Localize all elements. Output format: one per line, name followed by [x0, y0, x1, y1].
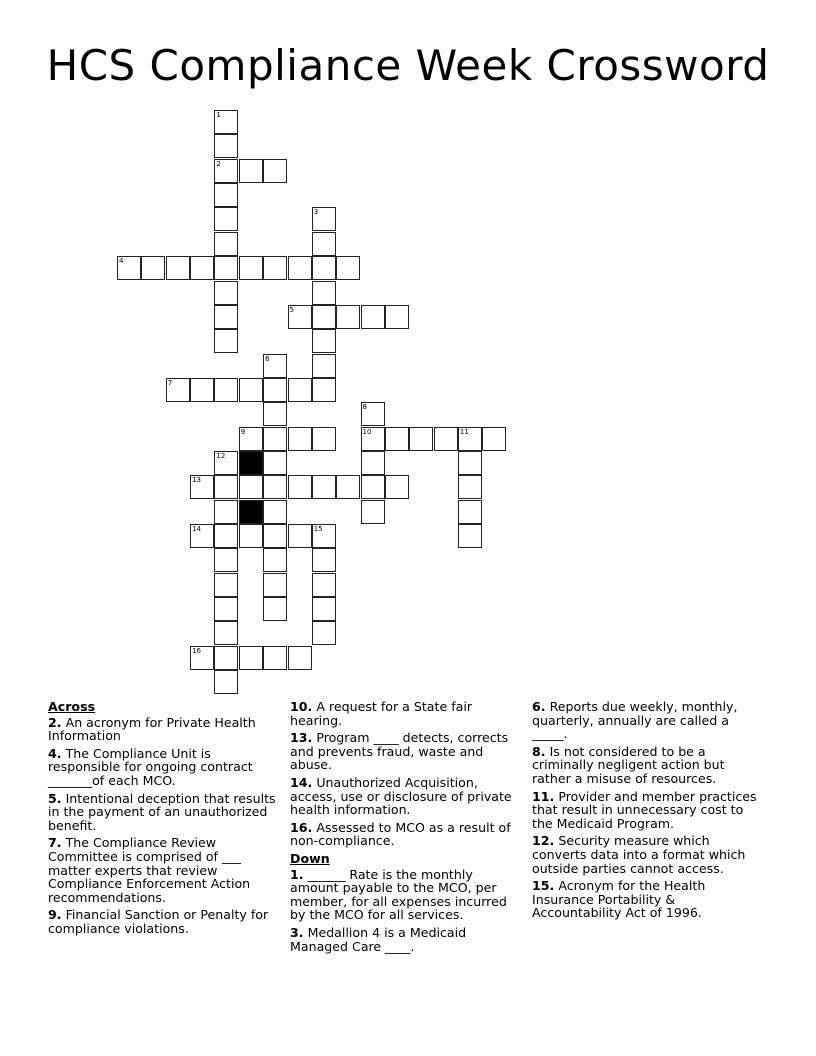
letter-cell[interactable]: [312, 207, 336, 231]
clue-number-label: 7: [167, 378, 173, 387]
clue-text: Program ____ detects, corrects and prevents fraud, waste and abuse.: [290, 730, 509, 773]
letter-cell[interactable]: [214, 134, 238, 158]
letter-cell[interactable]: [312, 354, 336, 378]
letter-cell[interactable]: [214, 500, 238, 524]
letter-cell[interactable]: [312, 329, 336, 353]
clue-down-8: [532, 745, 760, 786]
clue-number-label: 14: [192, 525, 202, 533]
clue-number: 15.: [532, 878, 555, 894]
letter-cell[interactable]: [312, 475, 336, 499]
clue-number-label: 8: [362, 403, 367, 412]
letter-cell[interactable]: [263, 475, 287, 499]
clue-text: Assessed to MCO as a result of non-compliance.: [290, 819, 511, 849]
letter-cell[interactable]: [336, 256, 360, 280]
letter-cell[interactable]: [239, 475, 263, 499]
letter-cell[interactable]: [214, 329, 238, 353]
clue-text: Unauthorized Acquisition, access, use or disclosure of private health information.: [290, 774, 512, 818]
letter-cell[interactable]: [263, 548, 287, 572]
clue-number: 7.: [48, 835, 62, 851]
letter-cell[interactable]: [361, 402, 385, 426]
letter-cell[interactable]: [214, 451, 238, 475]
clue-number-label: 15: [313, 525, 323, 533]
letter-cell[interactable]: [288, 427, 312, 451]
clue-number-label: 10: [362, 427, 372, 436]
letter-cell[interactable]: [361, 475, 385, 499]
letter-cell[interactable]: [214, 475, 238, 499]
clue-number: 10.: [290, 699, 313, 714]
clue-number: 12.: [532, 833, 555, 849]
clue-number: 9.: [48, 907, 62, 923]
clue-number: 5.: [48, 790, 62, 806]
letter-cell[interactable]: [239, 427, 263, 451]
letter-cell[interactable]: [336, 475, 360, 499]
letter-cell[interactable]: [312, 524, 336, 548]
clue-across-5: [48, 792, 276, 833]
clue-number: 4.: [48, 745, 62, 761]
letter-cell[interactable]: [214, 183, 238, 207]
letter-cell[interactable]: [288, 475, 312, 499]
clue-across-9: [48, 908, 276, 935]
letter-cell[interactable]: [312, 232, 336, 256]
letter-cell[interactable]: [214, 670, 238, 694]
clue-number: 16.: [290, 819, 313, 835]
blocked-cell: [239, 500, 263, 524]
letter-cell[interactable]: [214, 646, 238, 670]
clue-number-label: 11: [459, 427, 469, 436]
letter-cell[interactable]: [409, 427, 433, 451]
letter-cell[interactable]: [385, 305, 409, 329]
letter-cell[interactable]: [190, 256, 214, 280]
clue-number: 2.: [48, 714, 62, 730]
clues-column-1: [48, 700, 276, 940]
clue-number: 13.: [290, 730, 313, 746]
clue-text: Intentional deception that results in the payment of an unauthorized benefit.: [48, 790, 276, 833]
letter-cell[interactable]: [214, 621, 238, 645]
letter-cell[interactable]: [263, 500, 287, 524]
letter-cell[interactable]: [288, 646, 312, 670]
clue-across-10: [290, 700, 518, 727]
letter-cell[interactable]: [361, 451, 385, 475]
clue-text: Medallion 4 is a Medicaid Managed Care ____.: [290, 924, 467, 954]
clue-text: Is not considered to be a criminally negligent action but rather a misuse of resources.: [532, 743, 725, 786]
letter-cell[interactable]: [141, 256, 165, 280]
letter-cell[interactable]: [117, 256, 141, 280]
clue-across-14: [290, 776, 518, 817]
clue-across-16: [290, 821, 518, 848]
letter-cell[interactable]: [434, 427, 458, 451]
letter-cell[interactable]: [336, 305, 360, 329]
clue-text: An acronym for Private Health Information: [48, 714, 256, 744]
clue-number: 3.: [290, 924, 304, 940]
letter-cell[interactable]: [239, 646, 263, 670]
letter-cell[interactable]: [190, 475, 214, 499]
letter-cell[interactable]: [214, 232, 238, 256]
clue-text: The Compliance Unit is responsible for ongoing contract _______of each MCO.: [48, 745, 253, 788]
letter-cell[interactable]: [239, 378, 263, 402]
clue-number: 14.: [290, 774, 313, 790]
letter-cell[interactable]: [263, 451, 287, 475]
letter-cell[interactable]: [312, 256, 336, 280]
letter-cell[interactable]: [190, 378, 214, 402]
letter-cell[interactable]: [239, 256, 263, 280]
blocked-cell: [239, 451, 263, 475]
letter-cell[interactable]: [482, 427, 506, 451]
across-heading: Across: [48, 699, 96, 714]
letter-cell[interactable]: [312, 597, 336, 621]
clue-down-6: [532, 700, 760, 741]
clue-number-label: 1: [216, 111, 221, 119]
letter-cell[interactable]: [312, 305, 336, 329]
clue-number-label: 5: [289, 305, 294, 314]
letter-cell[interactable]: [166, 378, 190, 402]
clue-number-label: 4: [119, 257, 124, 266]
letter-cell[interactable]: [312, 427, 336, 451]
letter-cell[interactable]: [214, 281, 238, 305]
clue-down-15: [532, 879, 760, 920]
letter-cell[interactable]: [190, 646, 214, 670]
clue-text: ______ Rate is the monthly amount payable to the MCO, per member, for all expenses incurred by the MCO for all services.: [290, 866, 507, 923]
letter-cell[interactable]: [214, 305, 238, 329]
letter-cell[interactable]: [263, 159, 287, 183]
letter-cell[interactable]: [385, 427, 409, 451]
clue-text: The Compliance Review Committee is comprised of ___ matter experts that review Compliance Enforcement Action recommendations.: [48, 835, 251, 905]
clue-across-2: [48, 716, 276, 743]
page-title: HCS Compliance Week Crossword: [46, 41, 770, 90]
clue-number: 1.: [290, 866, 304, 882]
clue-text: Acronym for the Health Insurance Portability & Accountability Act of 1996.: [532, 878, 706, 921]
letter-cell[interactable]: [214, 110, 238, 134]
down-heading: Down: [290, 850, 330, 866]
letter-cell[interactable]: [458, 451, 482, 475]
letter-cell[interactable]: [263, 354, 287, 378]
clue-number-label: 3: [313, 208, 319, 217]
letter-cell[interactable]: [458, 524, 482, 548]
clue-text: Provider and member practices that result in unnecessary cost to the Medicaid Program.: [532, 788, 757, 831]
clue-across-13: [290, 731, 518, 772]
letter-cell[interactable]: [214, 548, 238, 572]
clue-number: 8.: [532, 743, 546, 759]
letter-cell[interactable]: [263, 597, 287, 621]
letter-cell[interactable]: [288, 524, 312, 548]
clue-number-label: 2: [216, 159, 221, 168]
letter-cell[interactable]: [190, 524, 214, 548]
clue-number: 11.: [532, 788, 555, 804]
letter-cell[interactable]: [263, 524, 287, 548]
letter-cell[interactable]: [214, 573, 238, 597]
letter-cell[interactable]: [385, 475, 409, 499]
letter-cell[interactable]: [263, 256, 287, 280]
clue-text: A request for a State fair hearing.: [290, 699, 473, 728]
letter-cell[interactable]: [312, 378, 336, 402]
clue-number-label: 16: [192, 646, 202, 655]
clues-column-3: [532, 700, 760, 924]
letter-cell[interactable]: [214, 524, 238, 548]
letter-cell[interactable]: [458, 500, 482, 524]
clue-across-4: [48, 747, 276, 788]
letter-cell[interactable]: [288, 305, 312, 329]
letter-cell[interactable]: [312, 281, 336, 305]
clue-number-label: 13: [192, 476, 202, 485]
letter-cell[interactable]: [263, 402, 287, 426]
letter-cell[interactable]: [312, 621, 336, 645]
letter-cell[interactable]: [263, 573, 287, 597]
clue-number-label: 9: [240, 427, 246, 436]
clue-down-12: [532, 834, 760, 875]
letter-cell[interactable]: [263, 378, 287, 402]
letter-cell[interactable]: [214, 597, 238, 621]
letter-cell[interactable]: [288, 256, 312, 280]
letter-cell[interactable]: [214, 159, 238, 183]
clue-down-1: [290, 868, 518, 922]
clue-number-label: 6: [265, 354, 270, 363]
clue-number-label: 12: [216, 451, 226, 460]
letter-cell[interactable]: [214, 256, 238, 280]
clue-text: Reports due weekly, monthly, quarterly, annually are called a _____.: [532, 699, 738, 742]
letter-cell[interactable]: [288, 378, 312, 402]
clue-text: Financial Sanction or Penalty for compliance violations.: [48, 907, 269, 936]
letter-cell[interactable]: [263, 427, 287, 451]
letter-cell[interactable]: [214, 378, 238, 402]
letter-cell[interactable]: [361, 500, 385, 524]
clues-column-2: [290, 700, 518, 957]
letter-cell[interactable]: [361, 305, 385, 329]
letter-cell[interactable]: [458, 427, 482, 451]
letter-cell[interactable]: [361, 427, 385, 451]
clue-down-11: [532, 790, 760, 831]
letter-cell[interactable]: [312, 573, 336, 597]
letter-cell[interactable]: [312, 548, 336, 572]
clue-across-7: [48, 836, 276, 904]
letter-cell[interactable]: [239, 524, 263, 548]
letter-cell[interactable]: [458, 475, 482, 499]
clue-text: Security measure which converts data into a format which outside parties cannot access.: [532, 833, 746, 876]
letter-cell[interactable]: [239, 159, 263, 183]
clue-number: 6.: [532, 699, 546, 714]
letter-cell[interactable]: [166, 256, 190, 280]
clue-down-3: [290, 926, 518, 953]
letter-cell[interactable]: [263, 646, 287, 670]
letter-cell[interactable]: [214, 207, 238, 231]
